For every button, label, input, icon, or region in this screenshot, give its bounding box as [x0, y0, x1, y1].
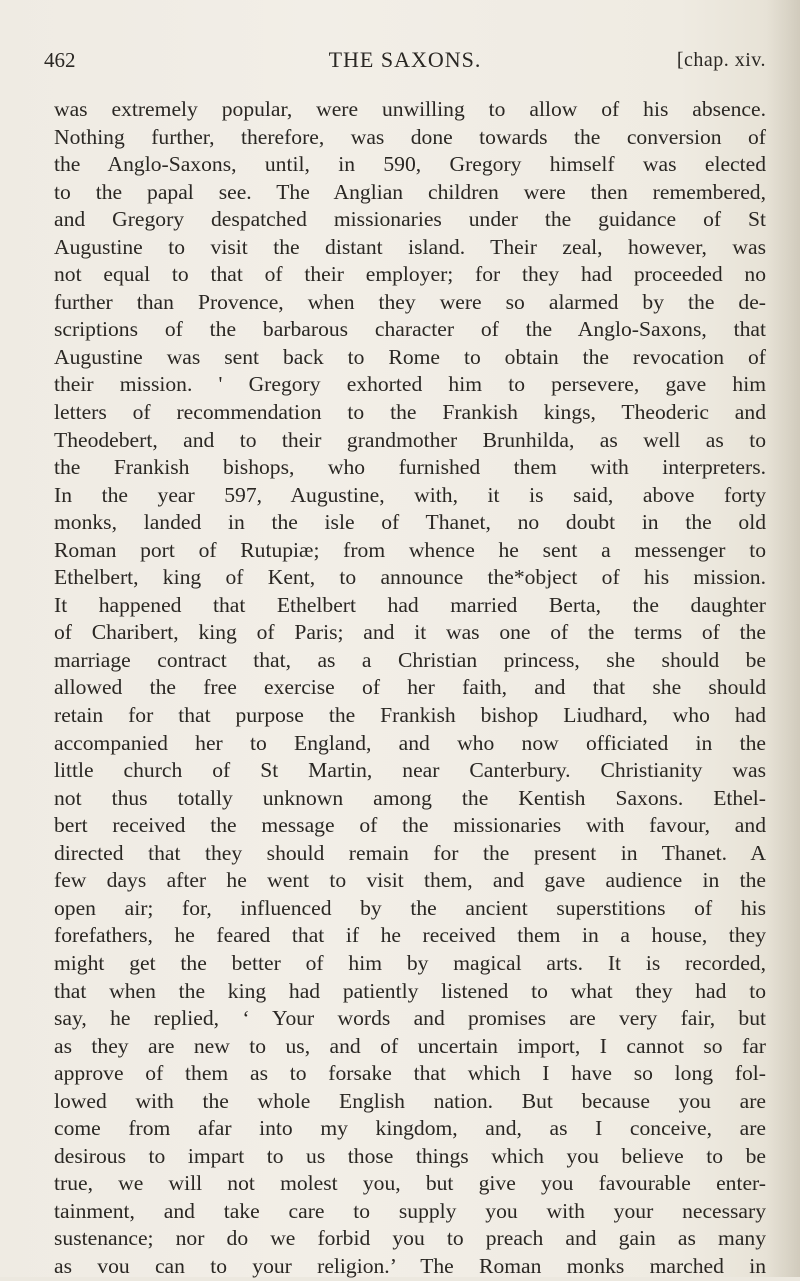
text-line: directed that they should remain for the present in Thanet. A: [54, 840, 766, 865]
text-line: Ethelbert, king of Kent, to announce the*object of his mission.: [54, 565, 766, 590]
text-line: and Gregory despatched missionaries under the guidance of St: [54, 207, 766, 232]
text-line: allowed the free exercise of her faith, and that she should: [54, 675, 766, 700]
running-head: [44, 44, 766, 76]
text-line: bert received the message of the missionaries with favour, and: [54, 813, 766, 838]
text-line: forefathers, he feared that if he received them in a house, they: [54, 923, 766, 948]
text-line: the Anglo-Saxons, until, in 590, Gregory himself was elected: [54, 152, 766, 177]
body-text: [54, 96, 766, 1281]
text-line: further than Provence, when they were so alarmed by the de-: [54, 289, 766, 314]
text-line: Nothing further, therefore, was done towards the conversion of: [54, 124, 766, 149]
text-line: lowed with the whole English nation. But because you are: [54, 1088, 766, 1113]
chapter-reference: [chap. xiv.: [676, 49, 766, 71]
text-line: monks, landed in the isle of Thanet, no doubt in the old: [54, 510, 766, 535]
text-line: to the papal see. The Anglian children were then remembered,: [54, 179, 766, 204]
text-line: retain for that purpose the Frankish bishop Liudhard, who had: [54, 703, 766, 728]
text-line: not equal to that of their employer; for they had proceeded no: [54, 262, 766, 287]
text-line: as they are new to us, and of uncertain import, I cannot so far: [54, 1033, 766, 1058]
text-line: come from afar into my kingdom, and, as I conceive, are: [54, 1116, 766, 1141]
text-line: Augustine to visit the distant island. Their zeal, however, was: [54, 234, 766, 259]
text-line: Roman port of Rutupiæ; from whence he sent a messenger to: [54, 537, 766, 562]
text-line: might get the better of him by magical arts. It is recorded,: [54, 950, 766, 975]
text-line: as vou can to your religion.’ The Roman monks marched in: [54, 1253, 766, 1278]
text-line: scriptions of the barbarous character of the Anglo-Saxons, that: [54, 317, 766, 342]
text-line: of Charibert, king of Paris; and it was one of the terms of the: [54, 620, 766, 645]
text-line: the Frankish bishops, who furnished them with interpreters.: [54, 455, 766, 480]
text-line: marriage contract that, as a Christian princess, she should be: [54, 647, 766, 672]
text-line: Augustine was sent back to Rome to obtain the revocation of: [54, 344, 766, 369]
text-line: open air; for, influenced by the ancient superstitions of his: [54, 895, 766, 920]
page-edge-shadow: [766, 0, 800, 1277]
text-line: Theodebert, and to their grandmother Brunhilda, as well as to: [54, 427, 766, 452]
text-line: tainment, and take care to supply you with your necessary: [54, 1198, 766, 1223]
text-line: say, he replied, ‘ Your words and promises are very fair, but: [54, 1006, 766, 1031]
page-number: 462: [44, 48, 76, 72]
text-line: accompanied her to England, and who now officiated in the: [54, 730, 766, 755]
text-line: desirous to impart to us those things which you believe to be: [54, 1143, 766, 1168]
text-line: little church of St Martin, near Canterbury. Christianity was: [54, 758, 766, 783]
text-line: sustenance; nor do we forbid you to preach and gain as many: [54, 1226, 766, 1251]
text-line: was extremely popular, were unwilling to allow of his absence.: [54, 97, 766, 121]
text-line: true, we will not molest you, but give you favourable enter-: [54, 1171, 766, 1196]
text-line: It happened that Ethelbert had married Berta, the daughter: [54, 592, 766, 617]
text-line: not thus totally unknown among the Kentish Saxons. Ethel-: [54, 785, 766, 810]
text-line: letters of recommendation to the Frankish kings, Theoderic and: [54, 400, 766, 425]
text-line: In the year 597, Augustine, with, it is said, above forty: [54, 482, 766, 507]
running-title: THE SAXONS.: [328, 47, 482, 72]
text-line: approve of them as to forsake that which I have so long fol-: [54, 1061, 766, 1086]
text-line: few days after he went to visit them, and gave audience in the: [54, 868, 766, 893]
text-line: their mission. ' Gregory exhorted him to persevere, gave him: [54, 372, 766, 397]
text-line: that when the king had patiently listened to what they had to: [54, 978, 766, 1003]
